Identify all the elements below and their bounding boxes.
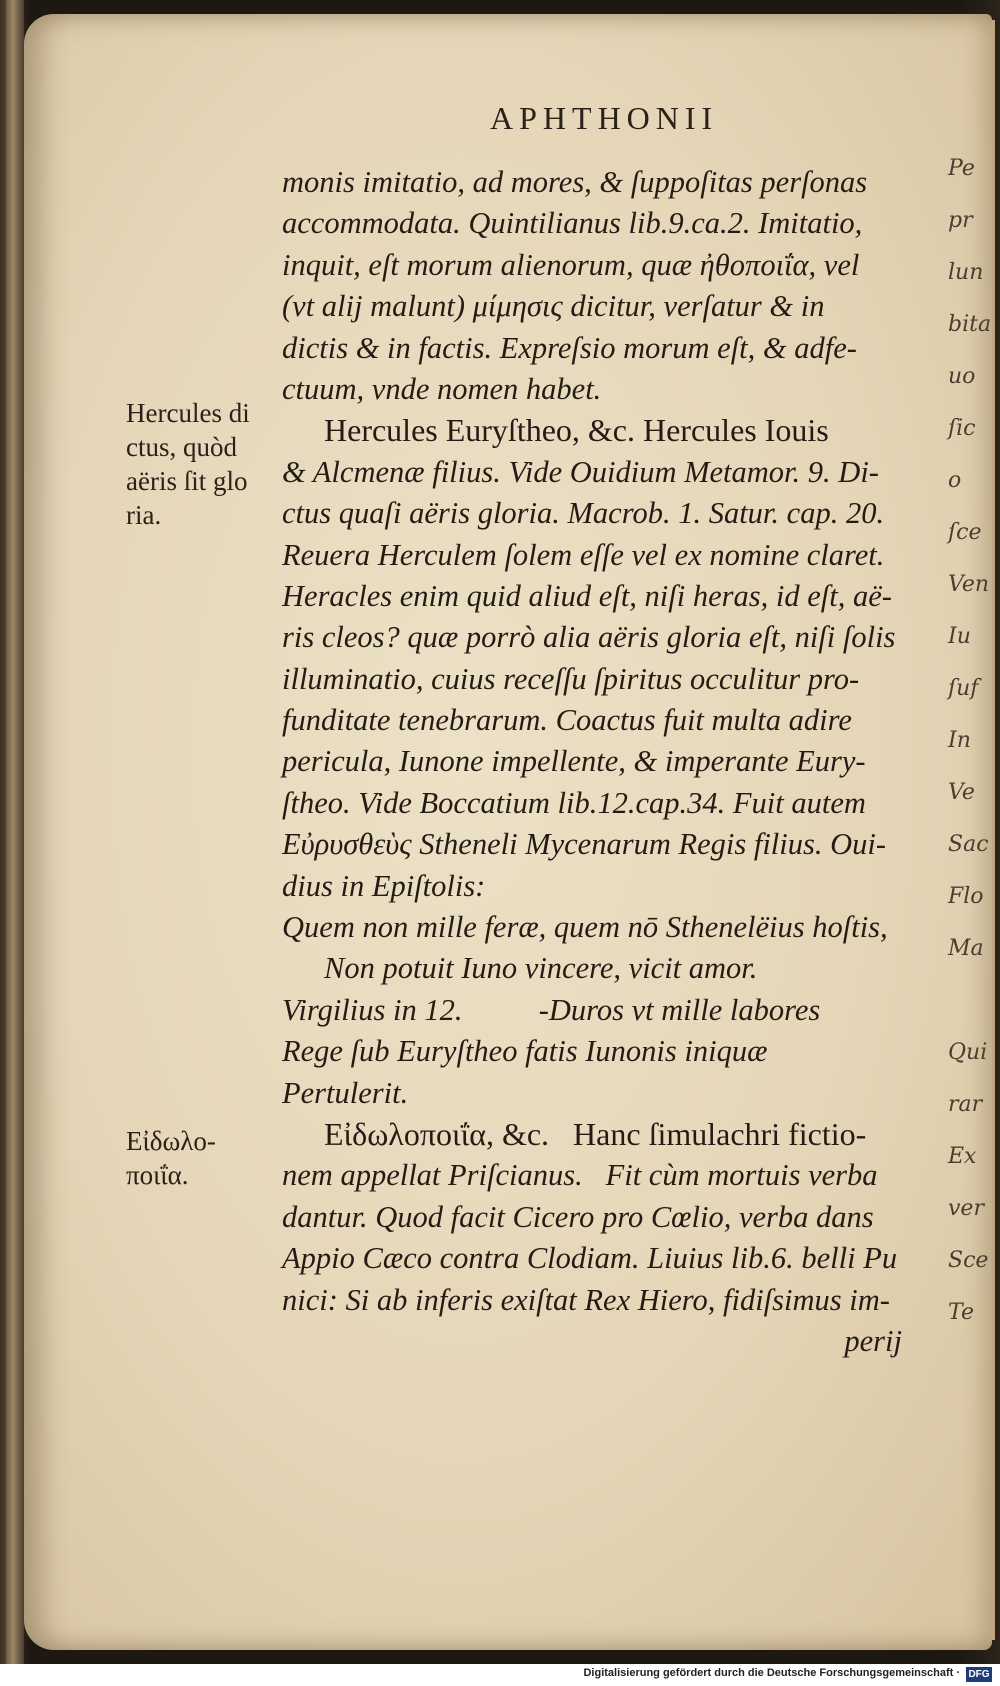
text-line: Εἰδωλοποιΐα, &c. Hanc ſimulachri fictio-	[324, 1115, 867, 1152]
verse-line: Quem non mille feræ, quem nō Sthenelëius hoſtis,	[282, 910, 888, 945]
text-line: ſtheo. Vide Boccatium lib.12.cap.34. Fuit autem	[282, 785, 866, 820]
running-header: APHTHONII	[490, 100, 719, 136]
catchword: perij	[844, 1323, 902, 1358]
text-line: monis imitatio, ad mores, & ſuppoſitas perſonas	[282, 165, 868, 199]
text-line: Heracles enim quid aliud eſt, niſi heras, id eſt, aë-	[282, 578, 892, 613]
facing-page-fragment: In	[948, 728, 971, 753]
text-line: ris cleos? quæ porrò alia aëris gloria eſt, niſi ſolis	[282, 620, 896, 655]
facing-page-fragment: o	[948, 468, 962, 493]
text-line: Reuera Herculem ſolem eſſe vel ex nomine claret.	[282, 537, 885, 572]
facing-page-fragment: Ma	[948, 936, 984, 961]
text-line: accommodata. Quintilianus lib.9.ca.2. Imitatio,	[282, 206, 863, 241]
facing-page-fragment: ſce	[948, 520, 982, 545]
facing-page-fragment: lun	[948, 260, 984, 285]
digitization-footer	[0, 1664, 1000, 1686]
text-line: & Alcmenæ filius. Vide Ouidium Metamor. 9. Di-	[282, 454, 879, 489]
main-text	[282, 162, 942, 1362]
facing-page-fragment: uo	[948, 364, 976, 389]
margin-note-eidolopoiia	[126, 1124, 276, 1192]
text-line: illuminatio, cuius receſſu ſpiritus occulitur pro-	[282, 661, 860, 696]
text-line: nem appellat Priſcianus. Fit cùm mortuis verba	[282, 1158, 878, 1193]
book-spine	[6, 0, 24, 1664]
margin-note-line: ria.	[126, 500, 162, 530]
facing-page-fragment: Sac	[948, 832, 989, 857]
margin-note-hercules	[126, 396, 276, 532]
verse-line: Pertulerit.	[282, 1075, 409, 1110]
text-line: Virgilius in 12. -Duros vt mille labores	[282, 992, 821, 1027]
facing-page-fragment: Iu	[948, 624, 971, 649]
text-line: Appio Cæco contra Clodiam. Liuius lib.6. belli Pu	[282, 1241, 898, 1276]
verse-line: Rege ſub Euryſtheo fatis Iunonis iniquæ	[282, 1034, 768, 1069]
footer-credit: Digitalisierung gefördert durch die Deutsche Forschungsgemeinschaft ·	[583, 1667, 960, 1679]
text-line: Hercules Euryſtheo, &c. Hercules Iouis	[324, 412, 829, 449]
margin-note-line: aëris ſit glo	[126, 466, 248, 496]
text-line: nici: Si ab inferis exiſtat Rex Hiero, fidiſsimus im-	[282, 1282, 890, 1317]
facing-page-fragments	[948, 150, 992, 1346]
text-line: dantur. Quod facit Cicero pro Cœlio, verba dans	[282, 1199, 874, 1234]
margin-note-line: Hercules di	[126, 398, 250, 428]
text-line: dictis & in factis. Expreſsio morum eſt, & adfe-	[282, 330, 857, 365]
facing-page-fragment: Sce	[948, 1248, 989, 1273]
facing-page-fragment: pr	[948, 208, 973, 233]
facing-page-fragment: Pe	[948, 156, 975, 181]
margin-note-line: Εἰδωλο-	[126, 1126, 216, 1156]
facing-page-fragment: ver	[948, 1196, 984, 1221]
text-line: Εὐρυσθεὺς Stheneli Mycenarum Regis filius. Oui-	[282, 827, 887, 862]
facing-page-fragment: Flo	[948, 884, 984, 909]
facing-page-fragment: ſuf	[948, 676, 979, 701]
dfg-logo: DFG	[966, 1667, 992, 1682]
facing-page-fragment: Ve	[948, 780, 975, 805]
facing-page-fragment: rar	[948, 1092, 983, 1117]
facing-page-fragment: Ven	[948, 572, 990, 597]
text-line: inquit, eſt morum alienorum, quæ ἠθοποιΐα, vel	[282, 247, 860, 282]
text-line: ctuum, vnde nomen habet.	[282, 371, 602, 406]
facing-page-fragment: bita	[948, 312, 992, 337]
facing-page-fragment	[948, 982, 988, 1034]
facing-page-fragment: ſic	[948, 416, 976, 441]
text-line: funditate tenebrarum. Coactus fuit multa adire	[282, 703, 852, 738]
text-line: ctus quaſi aëris gloria. Macrob. 1. Satur. cap. 20.	[282, 496, 885, 531]
facing-page-fragment: Te	[948, 1300, 974, 1325]
facing-page-fragment: Qui	[948, 1040, 988, 1065]
text-line: (vt alij malunt) μίμησις dicitur, verſatur & in	[282, 289, 825, 324]
verse-line: Non potuit Iuno vincere, vicit amor.	[324, 951, 758, 986]
facing-page-fragment: Ex	[948, 1144, 977, 1169]
text-line: dius in Epiſtolis:	[282, 868, 486, 903]
margin-note-line: ctus, quòd	[126, 432, 237, 462]
margin-note-line: ποιΐα.	[126, 1160, 189, 1190]
text-line: pericula, Iunone impellente, & imperante Eury-	[282, 744, 866, 779]
